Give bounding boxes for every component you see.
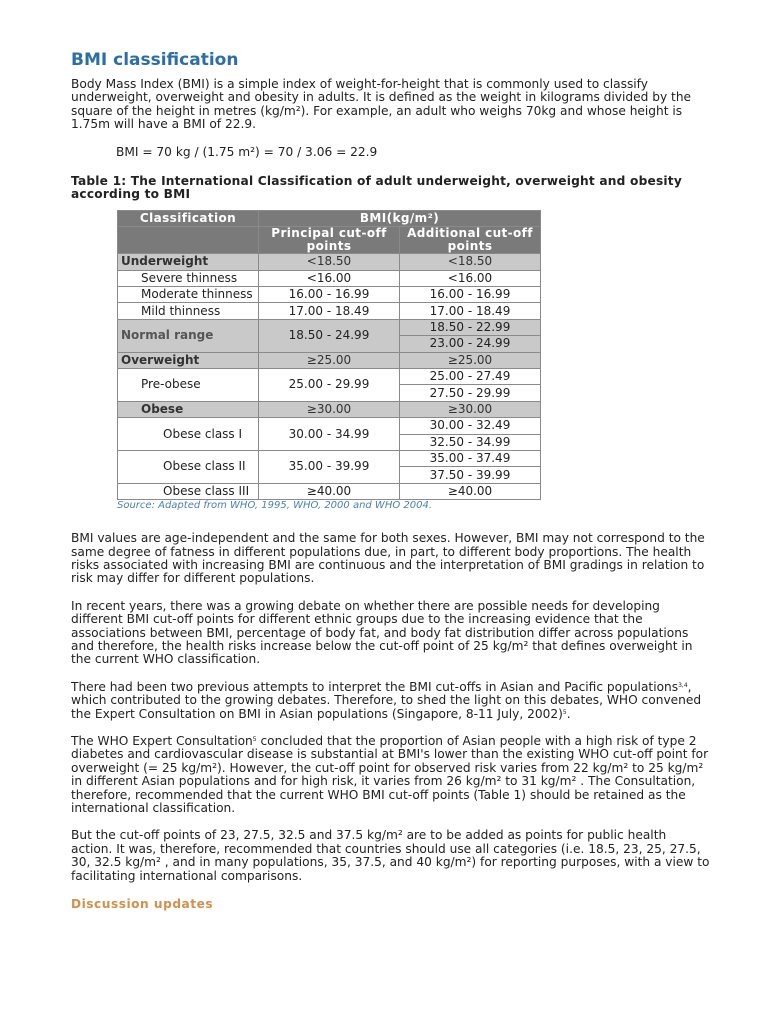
table-row: 37.50 - 39.99 <box>118 467 541 483</box>
table-row: Mild thinness 17.00 - 18.49 17.00 - 18.49 <box>118 303 541 319</box>
table-row: Obese ≥30.00 ≥30.00 <box>118 401 541 417</box>
citation-5: 5 <box>252 735 257 743</box>
table-row: Obese class I 30.00 - 34.99 30.00 - 32.49 <box>118 418 541 434</box>
header-principal: Principal cut-off points <box>259 227 400 254</box>
table-row: Severe thinness <16.00 <16.00 <box>118 270 541 286</box>
table-row: Normal range 18.50 - 24.99 18.50 - 22.99 <box>118 319 541 335</box>
table-row: Underweight <18.50 <18.50 <box>118 254 541 270</box>
bmi-classification-table <box>117 210 541 500</box>
table-row: Moderate thinness 16.00 - 16.99 16.00 - 16.99 <box>118 287 541 303</box>
table-subheader-row <box>118 227 541 254</box>
table-row: Obese class II 35.00 - 39.99 35.00 - 37.49 <box>118 450 541 466</box>
bmi-formula: BMI = 70 kg / (1.75 m²) = 70 / 3.06 = 22.9 <box>116 144 378 159</box>
header-classification: Classification <box>118 210 259 226</box>
table-source: Source: Adapted from WHO, 1995, WHO, 2000 and WHO 2004. <box>117 500 433 512</box>
paragraph-ethnic-debate: In recent years, there was a growing debate on whether there are possible needs for developing different BMI cut-off points for different ethnic groups due to the increasing evidence that the associations between BMI, percentage of body fat, and body fat distribution differ across populations and therefore, the health risks increase below the cut-off point of 25 kg/m² that defines overweight in the current WHO classification. <box>71 598 693 667</box>
paragraph-expert-consultation: The WHO Expert Consultation$^5$ concluded that the proportion of Asian people with a high risk of type 2 diabetes and cardiovascular disease is substantial at BMI's lower than the existing WHO cut-off point for overweight (= 25 kg/m²). However, the cut-off point for observed risk varies from 22 kg/m² to 25 kg/m² in different Asian populations and for high risk, it varies from 26 kg/m² to 31 kg/m² . The Consultation, therefore, recommended that the current WHO BMI cut-off points (Table 1) should be retained as the international classification. <box>71 733 709 815</box>
table-row: Obese class III ≥40.00 ≥40.00 <box>118 483 541 499</box>
table-header-row <box>118 210 541 226</box>
header-empty <box>118 227 259 254</box>
table-row: Overweight ≥25.00 ≥25.00 <box>118 352 541 368</box>
table-caption: Table 1: The International Classification of adult underweight, overweight and obesity according to BMI <box>71 174 682 202</box>
table-row: 23.00 - 24.99 <box>118 336 541 352</box>
table-row: Pre-obese 25.00 - 29.99 25.00 - 27.49 <box>118 368 541 384</box>
page-title: BMI classification <box>71 50 239 70</box>
header-additional: Additional cut-off points <box>400 227 541 254</box>
discussion-updates-heading: Discussion updates <box>71 897 214 912</box>
table-row: 32.50 - 34.99 <box>118 434 541 450</box>
citation-5: 5 <box>562 708 567 716</box>
article <box>71 47 711 911</box>
paragraph-age-independent: BMI values are age-independent and the same for both sexes. However, BMI may not correspond to the same degree of fatness in different populations due, in part, to different body proportions. The health risks associated with increasing BMI are continuous and the interpretation of BMI gradings in relation to risk may differ for different populations. <box>71 531 705 586</box>
paragraph-previous-attempts: There had been two previous attempts to interpret the BMI cut-offs in Asian and Pacific populations$^{3,4}$, which contributed to the growing debates. Therefore, to shed the light on this debates, WHO convened the Expert Consultation on BMI in Asian populations (Singapore, 8-11 July, 2002)$^5$. <box>71 679 702 721</box>
paragraph-public-health-points: But the cut-off points of 23, 27.5, 32.5 and 37.5 kg/m² are to be added as points for public health action. It was, therefore, recommended that countries should use all categories (i.e. 18.5, 23, 25, 27.5, 30, 32.5 kg/m² , and in many populations, 35, 37.5, and 40 kg/m²) for reporting purposes, with a view to facilitating international comparisons. <box>71 828 710 883</box>
table-row: 27.50 - 29.99 <box>118 385 541 401</box>
intro-paragraph: Body Mass Index (BMI) is a simple index of weight-for-height that is commonly used to classify underweight, overweight and obesity in adults. It is defined as the weight in kilograms divided by the square of the height in metres (kg/m²). For example, an adult who weighs 70kg and whose height is 1.75m will have a BMI of 22.9. <box>71 77 692 132</box>
citation-3-4: 3,4 <box>678 681 688 689</box>
header-bmi: BMI(kg/m²) <box>259 210 541 226</box>
